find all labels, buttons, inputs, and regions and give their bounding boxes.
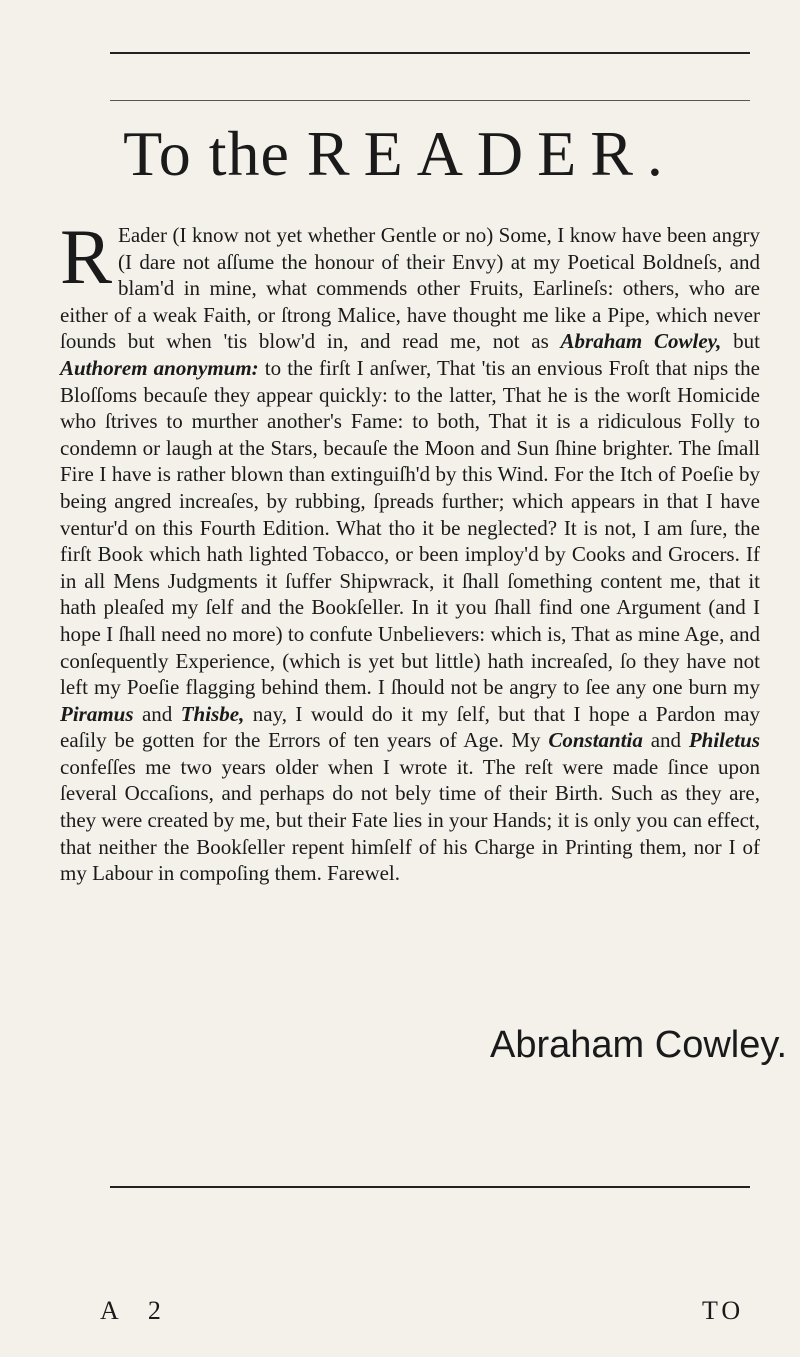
italic-run: Piramus bbox=[60, 701, 134, 726]
text-run: nay, I would do it my ſelf, but that I hope a Pardon may eaſily be gotten for the Errors of ten years of Age. My bbox=[60, 701, 760, 753]
italic-run: Authorem anonymum: bbox=[60, 355, 259, 380]
heading-prefix: To the bbox=[123, 118, 307, 189]
bottom-rule bbox=[110, 1186, 750, 1188]
top-rule-thin bbox=[110, 100, 750, 101]
drop-cap: R bbox=[60, 213, 113, 300]
italic-run: Constantia bbox=[548, 728, 643, 753]
catchword: TO bbox=[702, 1296, 745, 1325]
page-heading bbox=[0, 118, 800, 189]
text-run: and bbox=[642, 728, 689, 753]
text-run: and bbox=[133, 701, 181, 726]
italic-run: Thisbe, bbox=[180, 701, 245, 726]
text-run: Eader (I know not yet whether Gentle or no) Some, I know have been angry (I dare not aſſume the honour of their Envy) at my Poetical Boldneſs, and blam'd in mine, what commends other Fruits, Earlineſs: others, who are either of a weak Faith, or ſtrong Malice, have thought me like a Pipe, which never ſounds but when 'tis blow'd in, and read me, not as bbox=[60, 223, 760, 354]
signature-mark: A 2 bbox=[100, 1296, 173, 1325]
author-signature: Abraham Cowley. bbox=[490, 1024, 788, 1066]
preface-body bbox=[60, 213, 761, 887]
text-run: but bbox=[721, 329, 761, 354]
top-rule bbox=[110, 52, 750, 54]
text-run: to the firſt I anſwer, That 'tis an envious Froſt that nips the Bloſſoms becauſe they appear quickly: to the latter, That he is the worſt Homicide who ſtrives to murther another's Fame: to both, That it is a ridiculous Folly to condemn or laugh at the Stars, becauſe the Moon and Sun ſhine brighter. The ſmall Fire I have is rather blown than extinguiſh'd by this Wind. For the Itch of Poeſie by being angred increaſes, by rubbing, ſpreads further; which appears in that I have ventur'd on this Fourth Edition. What tho it be neglected? It is not, I am ſure, the firſt Book which hath lighted Tobacco, or been imploy'd by Cooks and Grocers. If in all Mens Judgments it ſuffer Shipwrack, it ſhall ſomething content me, that it hath pleaſed my ſelf and the Bookſeller. In it you ſhall find one Argument (and I hope I ſhall need no more) to confute Unbelievers: which is, That as mine Age, and conſequently Experience, (which is yet but little) hath increaſed, ſo they have not left my Poeſie flagging behind them. I ſhould not be angry to ſee any one burn my bbox=[60, 355, 760, 700]
heading-caps: READER. bbox=[306, 118, 677, 189]
text-run: confeſſes me two years older when I wrote it. The reſt were made ſince upon ſeveral Occaſions, and perhaps do not bely time of their Birth. Such as they are, they were created by me, but their Fate lies in your Hands; it is only you can effect, that neither the Bookſeller repent himſelf of his Charge in Printing them, nor I of my Labour in compoſing them. Farewel. bbox=[60, 754, 760, 886]
italic-run: Philetus bbox=[688, 728, 760, 753]
italic-run: Abraham Cowley, bbox=[560, 329, 722, 354]
